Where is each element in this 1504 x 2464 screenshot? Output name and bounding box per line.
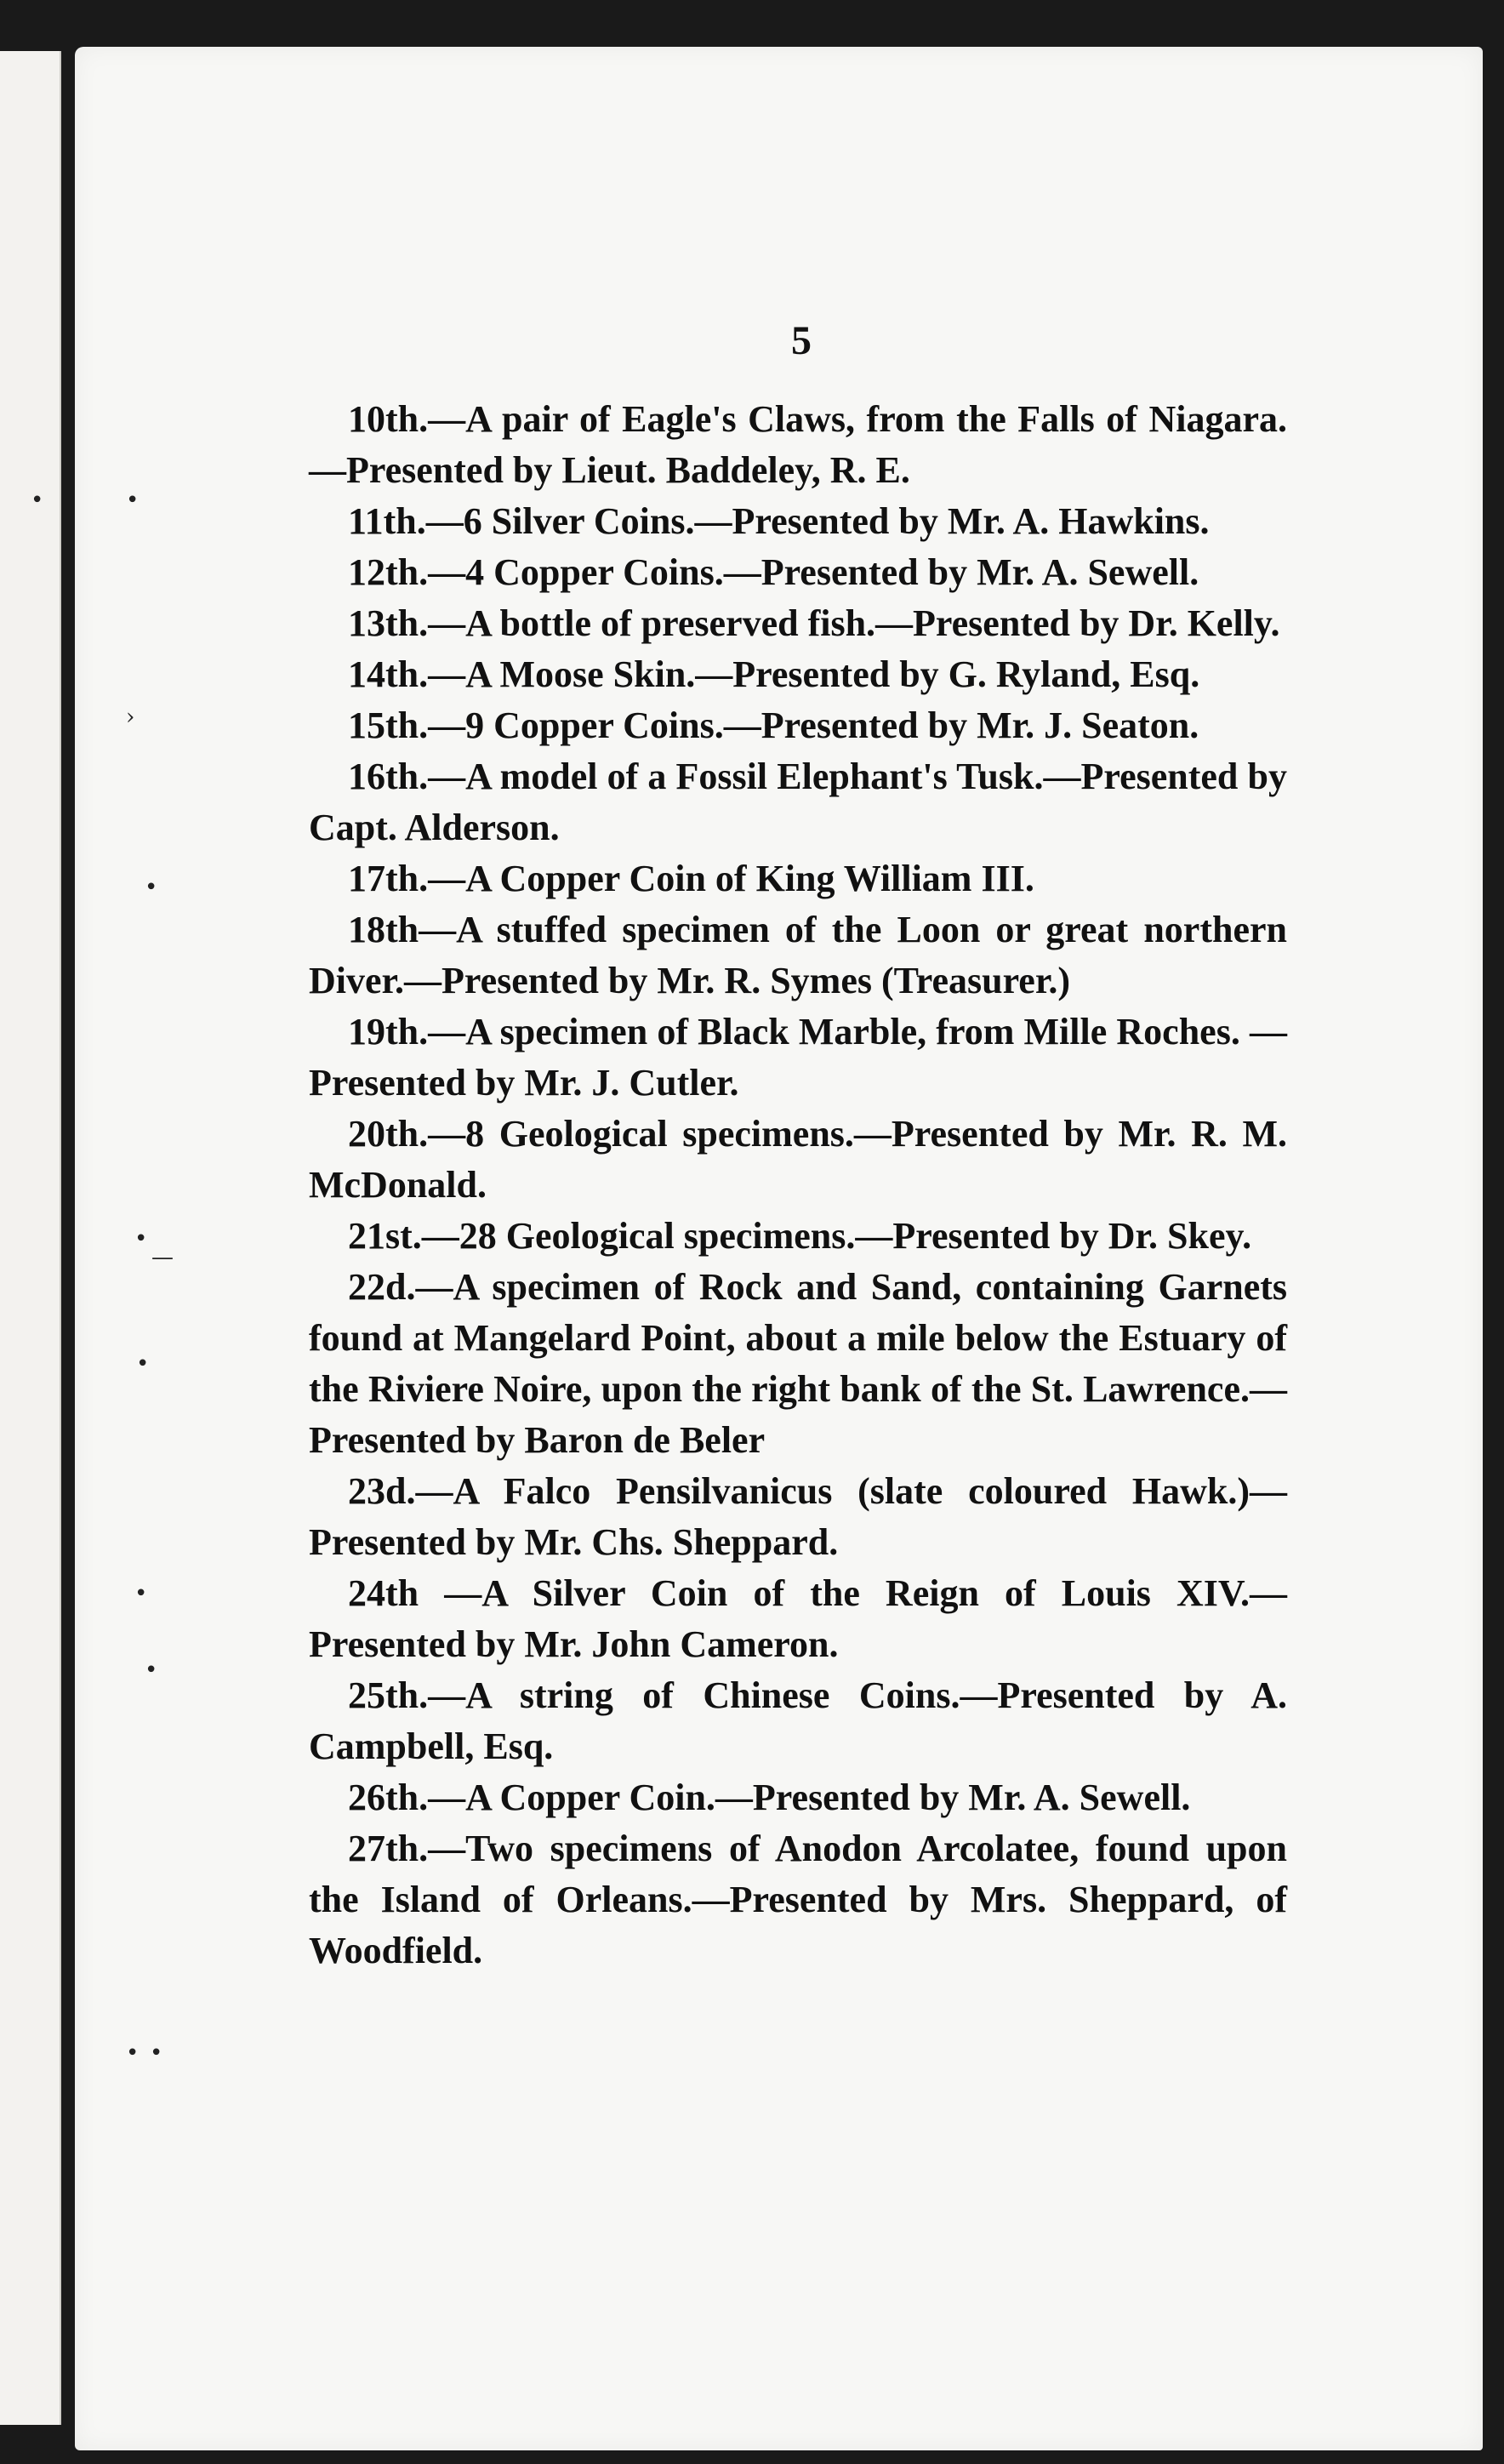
list-item: 21st.—28 Geological specimens.—Presented by Dr. Skey. bbox=[348, 1215, 1252, 1257]
margin-speck: • bbox=[145, 1657, 158, 1683]
margin-speck: • bbox=[126, 488, 140, 513]
list-item: 22d.—A specimen of Rock and Sand, containing Garnets found at Mangelard Point, about a mile below the Estuary of the Riviere Noire, upon the right bank of the St. Lawrence.—Presented by Baron de Beler bbox=[309, 1266, 1287, 1461]
list-item: 12th.—4 Copper Coins.—Presented by Mr. A. Sewell. bbox=[348, 551, 1199, 593]
list-item: 17th.—A Copper Coin of King William III. bbox=[348, 858, 1034, 899]
margin-speck: — bbox=[151, 1245, 174, 1270]
facing-page-edge bbox=[0, 51, 61, 2425]
list-item: 24th —A Silver Coin of the Reign of Louis XIV.—Presented by Mr. John Cameron. bbox=[309, 1572, 1287, 1665]
list-item: 14th.—A Moose Skin.—Presented by G. Ryland, Esq. bbox=[348, 653, 1200, 695]
list-item: 19th.—A specimen of Black Marble, from Mille Roches. —Presented by Mr. J. Cutler. bbox=[309, 1011, 1287, 1104]
list-item: 16th.—A model of a Fossil Elephant's Tusk.—Presented by Capt. Alderson. bbox=[309, 756, 1287, 848]
page-number: 5 bbox=[791, 318, 812, 363]
list-item: 27th.—Two specimens of Anodon Arcolatee, found upon the Island of Orleans.—Presented by Mrs. Sheppard, of Woodfield. bbox=[309, 1828, 1287, 1971]
margin-speck: • bbox=[136, 1351, 150, 1377]
margin-speck: • bbox=[134, 1226, 148, 1252]
margin-speck: • bbox=[31, 488, 44, 513]
margin-speck: • bbox=[134, 1581, 148, 1606]
list-item: 20th.—8 Geological specimens.—Presented by Mr. R. M. McDonald. bbox=[309, 1113, 1287, 1206]
margin-speck: › bbox=[126, 704, 135, 730]
list-item: 26th.—A Copper Coin.—Presented by Mr. A. Sewell. bbox=[348, 1777, 1191, 1818]
list-item: 15th.—9 Copper Coins.—Presented by Mr. J. Seaton. bbox=[348, 704, 1199, 746]
list-item: 23d.—A Falco Pensilvanicus (slate coloured Hawk.)—Presented by Mr. Chs. Sheppard. bbox=[309, 1470, 1287, 1563]
book-page bbox=[31, 47, 1483, 2450]
list-item: 13th.—A bottle of preserved fish.—Presented by Dr. Kelly. bbox=[348, 602, 1280, 644]
margin-speck: • bbox=[126, 2040, 140, 2066]
donation-list bbox=[309, 394, 1287, 1976]
margin-speck: • bbox=[150, 2040, 163, 2066]
list-item: 11th.—6 Silver Coins.—Presented by Mr. A. Hawkins. bbox=[348, 500, 1210, 542]
list-item: 10th.—A pair of Eagle's Claws, from the Falls of Niagara.—Presented by Lieut. Baddeley, R. E. bbox=[309, 398, 1287, 491]
list-item: 18th—A stuffed specimen of the Loon or great northern Diver.—Presented by Mr. R. Symes (Treasurer.) bbox=[309, 909, 1287, 1001]
list-item: 25th.—A string of Chinese Coins.—Presented by A. Campbell, Esq. bbox=[309, 1674, 1287, 1767]
margin-speck: • bbox=[145, 875, 158, 900]
